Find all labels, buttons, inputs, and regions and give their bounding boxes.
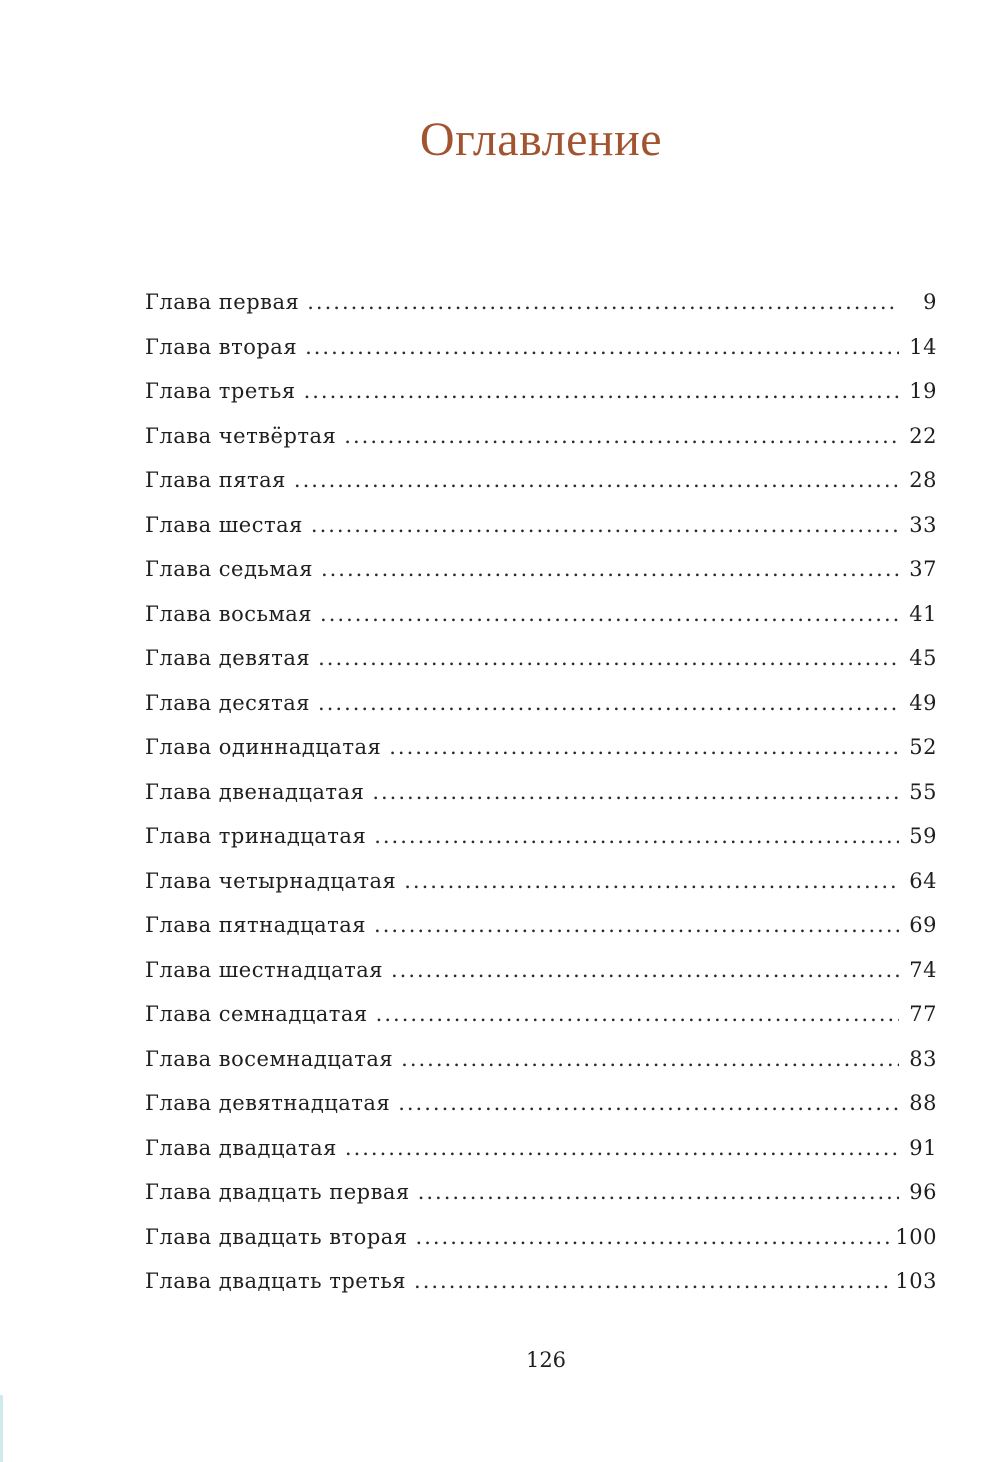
toc-entry-page: 33 [909,512,937,537]
toc-dot-leader [372,780,899,804]
toc-entry-label: Глава десятая [145,690,311,715]
toc-entry-label: Глава двадцатая [145,1135,337,1160]
toc-entry-page: 52 [909,735,937,759]
toc-dot-leader [398,1091,899,1115]
toc-dot-leader [374,824,899,848]
toc-entry-label: Глава пятнадцатая [145,913,367,937]
toc-entry-page: 74 [909,957,937,982]
toc-entry-label: Глава четырнадцатая [145,868,397,893]
toc-entry-label: Глава первая [145,290,300,314]
toc-dot-leader [416,1225,892,1249]
toc-entry-label: Глава восьмая [145,601,313,626]
toc-entry[interactable] [145,913,937,958]
toc-entry-label: Глава восемнадцатая [145,1046,394,1071]
toc-entry[interactable] [145,1225,937,1270]
toc-entry-label: Глава пятая [145,468,286,492]
toc-dot-leader [321,557,899,581]
toc-entry-page: 91 [909,1135,937,1160]
toc-entry-label: Глава двадцать вторая [145,1224,408,1249]
toc-entry-label: Глава двадцать первая [145,1180,410,1204]
page-number: 126 [525,1348,567,1372]
toc-entry[interactable] [145,290,937,335]
toc-entry[interactable] [145,780,937,825]
toc-dot-leader [414,1269,891,1293]
toc-entry-page: 45 [909,646,937,670]
toc-dot-leader [320,602,899,626]
toc-entry[interactable] [145,335,937,380]
toc-entry-page: 55 [909,779,937,804]
toc-entry[interactable] [145,958,937,1003]
toc-entry[interactable] [145,735,937,780]
toc-dot-leader [391,958,899,982]
toc-dot-leader [318,691,899,715]
toc-entry-label: Глава четвёртая [145,423,337,448]
toc-entry[interactable] [145,1047,937,1092]
toc-entry[interactable] [145,468,937,513]
toc-entry[interactable] [145,513,937,558]
toc-entry-label: Глава двадцать третья [145,1269,407,1293]
page-edge-tint [0,1395,3,1462]
toc-entry[interactable] [145,1136,937,1181]
toc-entry[interactable] [145,1091,937,1136]
toc-entry[interactable] [145,424,937,469]
toc-dot-leader [418,1180,899,1204]
page-title: Оглавление [419,113,663,166]
toc-entry-page: 22 [909,423,937,448]
toc-entry[interactable] [145,1269,937,1314]
toc-entry-page: 77 [909,1002,937,1026]
toc-entry[interactable] [145,646,937,691]
toc-dot-leader [344,424,899,448]
toc-entry-page: 41 [909,601,937,626]
toc-dot-leader [311,513,899,537]
toc-entry[interactable] [145,602,937,647]
toc-dot-leader [404,869,899,893]
toc-entry-label: Глава седьмая [145,557,313,581]
toc-entry[interactable] [145,824,937,869]
toc-dot-leader [389,735,899,759]
toc-dot-leader [294,468,899,492]
toc-entry-page: 100 [895,1224,937,1249]
toc-entry[interactable] [145,1002,937,1047]
toc-dot-leader [318,646,899,670]
toc-dot-leader [401,1047,899,1071]
toc-dot-leader [305,335,899,359]
toc-entry-page: 64 [909,868,937,893]
toc-entry[interactable] [145,379,937,424]
toc-entry-page: 59 [909,824,937,848]
toc-entry[interactable] [145,557,937,602]
toc-entry-page: 14 [909,334,937,359]
toc-entry-label: Глава шестнадцатая [145,957,383,982]
toc-entry-page: 96 [909,1180,937,1204]
toc-dot-leader [376,1002,899,1026]
toc-entry-label: Глава девятнадцатая [145,1091,391,1115]
toc-dot-leader [307,290,899,314]
toc-entry-label: Глава одиннадцатая [145,735,382,759]
toc-entry[interactable] [145,1180,937,1225]
toc-dot-leader [304,379,899,403]
toc-dot-leader [345,1136,899,1160]
toc-entry[interactable] [145,869,937,914]
toc-entry-label: Глава девятая [145,646,311,670]
toc-entry-label: Глава тринадцатая [145,824,367,848]
toc-entry-page: 88 [909,1091,937,1115]
toc-entry[interactable] [145,691,937,736]
toc-entry-page: 19 [909,379,937,403]
toc-entry-page: 49 [909,690,937,715]
toc-entry-label: Глава двенадцатая [145,779,365,804]
table-of-contents [145,290,937,1314]
toc-entry-page: 28 [909,468,937,492]
toc-dot-leader [374,913,899,937]
toc-entry-label: Глава шестая [145,512,303,537]
toc-entry-page: 9 [923,290,937,314]
toc-entry-page: 37 [909,557,937,581]
toc-entry-page: 83 [909,1046,937,1071]
toc-entry-page: 103 [895,1269,937,1293]
toc-entry-label: Глава третья [145,379,296,403]
toc-entry-label: Глава вторая [145,334,298,359]
toc-entry-page: 69 [909,913,937,937]
toc-entry-label: Глава семнадцатая [145,1002,368,1026]
